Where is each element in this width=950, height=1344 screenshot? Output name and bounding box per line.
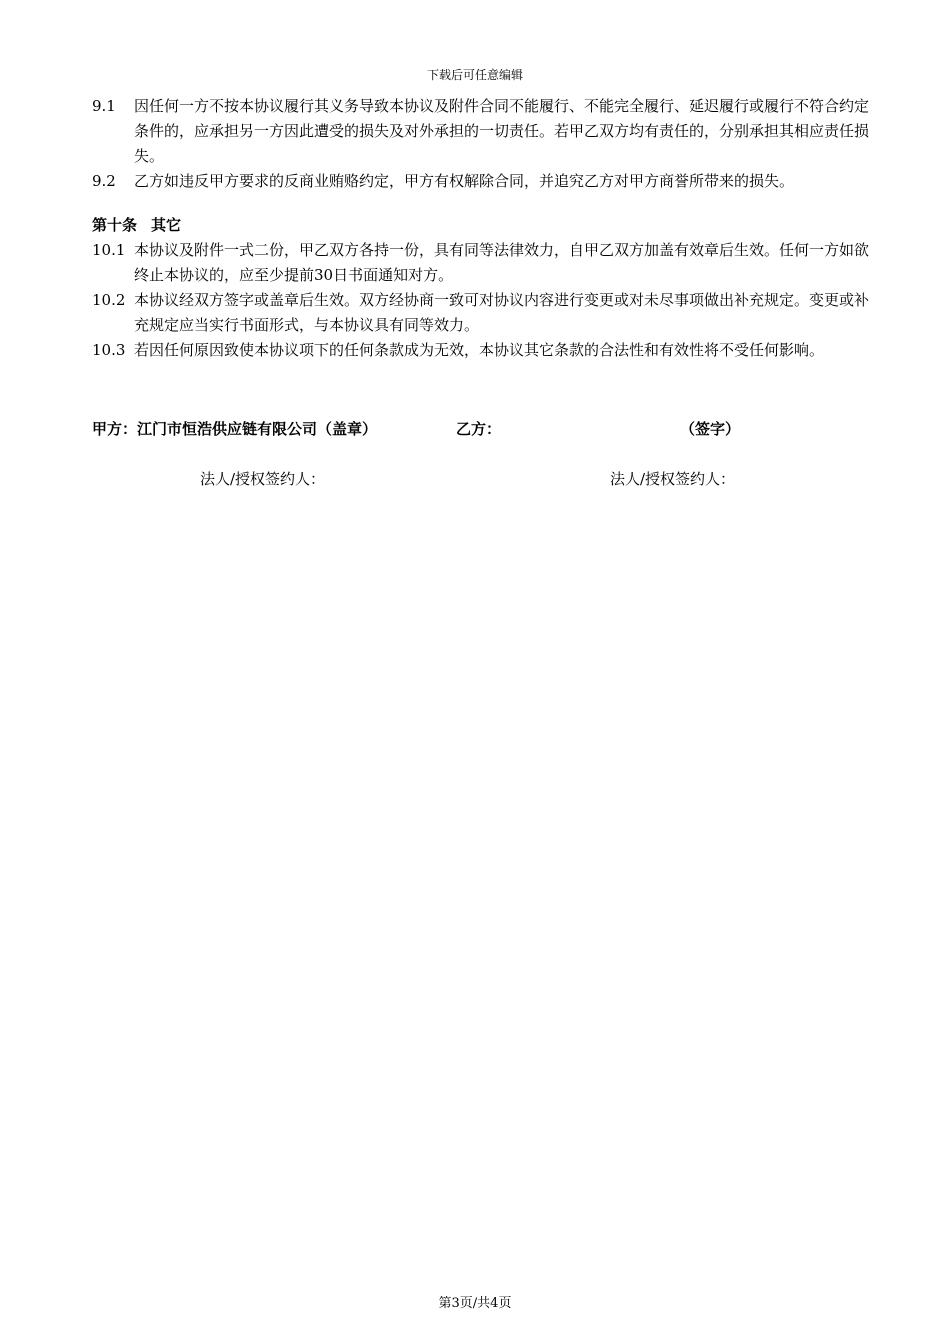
section-10-heading: [92, 213, 872, 238]
document-body: [92, 94, 872, 363]
clause-text: 本协议及附件一式二份，甲乙双方各持一份，具有同等法律效力，自甲乙双方加盖有效章后生效。任何一方如欲终止本协议的，应至少提前30日书面通知对方。: [134, 241, 870, 284]
party-b-signer-label: 法人/授权签约人：: [610, 470, 736, 488]
clause-text: 因任何一方不按本协议履行其义务导致本协议及附件合同不能履行、不能完全履行、延迟履行或履行不符合约定条件的，应承担另一方因此遭受的损失及对外承担的一切责任。若甲乙双方均有责任的，分别承担其相应责任损失。: [134, 97, 870, 165]
clause-number: 10.3: [92, 341, 126, 359]
party-b-sign-label: （签字）: [680, 420, 741, 438]
clause-10-3: [92, 338, 872, 363]
page-footer: 第3页/共4页: [438, 1296, 512, 1311]
signature-parties: [92, 418, 872, 442]
party-a-label: 甲方：江门市恒浩供应链有限公司（盖章）: [92, 420, 378, 438]
clause-10-1: [92, 238, 872, 288]
clause-text: 本协议经双方签字或盖章后生效。双方经协商一致可对协议内容进行变更或对未尽事项做出补充规定。变更或补充规定应当实行书面形式，与本协议具有同等效力。: [134, 291, 870, 334]
clause-9-1: [92, 94, 872, 169]
clause-number: 9.1: [92, 97, 116, 115]
clause-10-2: [92, 288, 872, 338]
clause-text: 若因任何原因致使本协议项下的任何条款成为无效，本协议其它条款的合法性和有效性将不受任何影响。: [134, 341, 825, 359]
section-number: 第十条: [92, 216, 138, 234]
clause-number: 10.1: [92, 241, 126, 259]
page-header: 下载后可任意编辑: [426, 68, 523, 82]
clause-number: 9.2: [92, 172, 116, 190]
party-a-signer-label: 法人/授权签约人：: [200, 470, 326, 488]
clause-number: 10.2: [92, 291, 126, 309]
section-title: 其它: [151, 216, 182, 234]
party-b-label: 乙方：: [456, 420, 502, 438]
clause-9-2: [92, 169, 872, 194]
signature-signers: [0, 468, 950, 492]
clause-text: 乙方如违反甲方要求的反商业贿赂约定，甲方有权解除合同，并追究乙方对甲方商誉所带来的损失。: [134, 172, 795, 190]
